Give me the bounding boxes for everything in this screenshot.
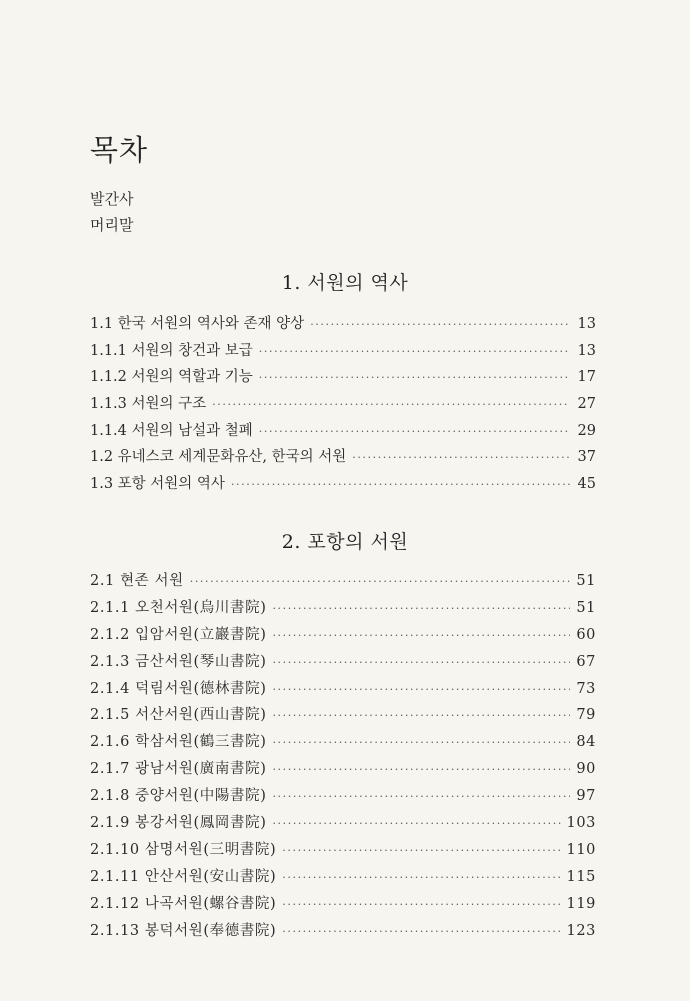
- toc-entry-page-number: 13: [577, 316, 596, 332]
- toc-entry-label: 2.1.7 광남서원(廣南書院): [90, 761, 267, 778]
- toc-entry-page-number: 73: [576, 680, 596, 697]
- toc-entry: [90, 365, 596, 392]
- toc-entry: [90, 339, 596, 366]
- dot-leader: [259, 371, 570, 384]
- toc-entry: [90, 569, 596, 596]
- toc-entry: [90, 392, 596, 419]
- toc-entry: [90, 730, 596, 757]
- toc-entry-page-number: 123: [566, 922, 596, 939]
- front-matter-item: 발간사: [90, 190, 134, 208]
- section-heading: 1. 서원의 역사: [281, 272, 409, 294]
- toc-entry-page-number: 29: [577, 422, 596, 439]
- toc-entry-page-number: 37: [577, 449, 596, 466]
- dot-leader: [272, 683, 570, 696]
- toc-entry: [90, 445, 596, 472]
- toc-entry-page-number: 60: [576, 626, 596, 643]
- toc-entry: [90, 865, 596, 892]
- toc-entry-page-number: 45: [577, 476, 596, 493]
- toc-entry-label: 1.2 유네스코 세계문화유산, 한국의 서원: [90, 449, 347, 466]
- dot-leader: [272, 736, 570, 749]
- dot-leader: [272, 709, 570, 722]
- toc-entry: [90, 419, 596, 446]
- dot-leader: [352, 451, 570, 464]
- toc-entry-label: 2.1.8 중양서원(中陽書院): [90, 788, 267, 805]
- toc-entry: [90, 784, 596, 811]
- toc-entry-label: 2.1.4 덕림서원(德林書院): [90, 680, 267, 697]
- dot-leader: [282, 925, 560, 938]
- toc-entry-label: 2.1.5 서산서원(西山書院): [90, 707, 267, 724]
- dot-leader: [282, 871, 560, 884]
- toc-entry-label: 2.1.11 안산서원(安山書院): [90, 868, 277, 885]
- toc-entry: [90, 892, 596, 919]
- toc-entry: [90, 596, 596, 623]
- toc-entry-page-number: 103: [566, 815, 596, 832]
- toc-entry: [90, 703, 596, 730]
- dot-leader: [272, 656, 570, 669]
- toc-entry-label: 2.1.3 금산서원(琴山書院): [90, 653, 267, 670]
- section-heading: 2. 포항의 서원: [281, 531, 409, 553]
- toc-entry-page-number: 51: [576, 599, 596, 616]
- toc-entry-label: 2.1.10 삼명서원(三明書院): [90, 841, 277, 858]
- front-matter-item: 머리말: [90, 216, 134, 234]
- dot-leader: [212, 398, 570, 411]
- toc-entry-label: 1.3 포항 서원의 역사: [90, 476, 225, 493]
- dot-leader: [310, 318, 570, 331]
- toc-entry-page-number: 115: [566, 868, 596, 885]
- toc-entry-page-number: 17: [577, 369, 596, 386]
- front-matter-list: [90, 186, 133, 238]
- toc-entries: [90, 312, 596, 499]
- toc-entry: [90, 472, 596, 499]
- toc-entry: [90, 838, 596, 865]
- toc-entry-label: 2.1.1 오천서원(烏川書院): [90, 599, 267, 616]
- page-title: 목차: [90, 133, 149, 167]
- toc-entry-page-number: 84: [576, 734, 596, 751]
- toc-entry: [90, 677, 596, 704]
- toc-entry-page-number: 13: [577, 342, 596, 359]
- dot-leader: [259, 425, 570, 438]
- toc-entry-label: 2.1.2 입암서원(立巖書院): [90, 626, 267, 643]
- toc-entry-label: 2.1.12 나곡서원(螺谷書院): [90, 895, 277, 912]
- dot-leader: [272, 602, 570, 615]
- toc-entry-label: 1.1.3 서원의 구조: [90, 396, 207, 413]
- toc-entry-label: 1.1.4 서원의 남설과 철폐: [90, 422, 253, 439]
- toc-entry-label: 2.1.13 봉덕서원(奉德書院): [90, 922, 277, 939]
- toc-entry-page-number: 110: [566, 841, 596, 858]
- toc-entry-page-number: 90: [576, 761, 596, 778]
- toc-entry-page-number: 119: [566, 895, 596, 912]
- toc-entry-page-number: 27: [577, 396, 596, 413]
- toc-entry: [90, 623, 596, 650]
- toc-entry-label: 1.1.2 서원의 역할과 기능: [90, 369, 253, 386]
- dot-leader: [231, 478, 570, 491]
- toc-entry-page-number: 79: [576, 707, 596, 724]
- toc-entry-label: 1.1.1 서원의 창건과 보급: [90, 342, 253, 359]
- toc-entry-label: 1.1 한국 서원의 역사와 존재 양상: [90, 316, 305, 332]
- dot-leader: [259, 345, 570, 358]
- dot-leader: [272, 817, 560, 830]
- dot-leader: [272, 763, 570, 776]
- toc-entry-page-number: 97: [576, 788, 596, 805]
- toc-entry: [90, 757, 596, 784]
- toc-entry: [90, 919, 596, 946]
- dot-leader: [272, 629, 570, 642]
- dot-leader: [272, 790, 570, 803]
- toc-entry: [90, 811, 596, 838]
- toc-entry-label: 2.1 현존 서원: [90, 573, 184, 589]
- toc-entry: [90, 650, 596, 677]
- toc-entry: [90, 312, 596, 339]
- dot-leader: [282, 844, 560, 857]
- toc-entry-label: 2.1.9 봉강서원(鳳岡書院): [90, 815, 267, 832]
- toc-entry-page-number: 51: [576, 573, 596, 589]
- dot-leader: [282, 898, 560, 911]
- dot-leader: [190, 575, 570, 588]
- toc-entry-label: 2.1.6 학삼서원(鶴三書院): [90, 734, 267, 751]
- toc-entry-page-number: 67: [576, 653, 596, 670]
- toc-entries: [90, 569, 596, 945]
